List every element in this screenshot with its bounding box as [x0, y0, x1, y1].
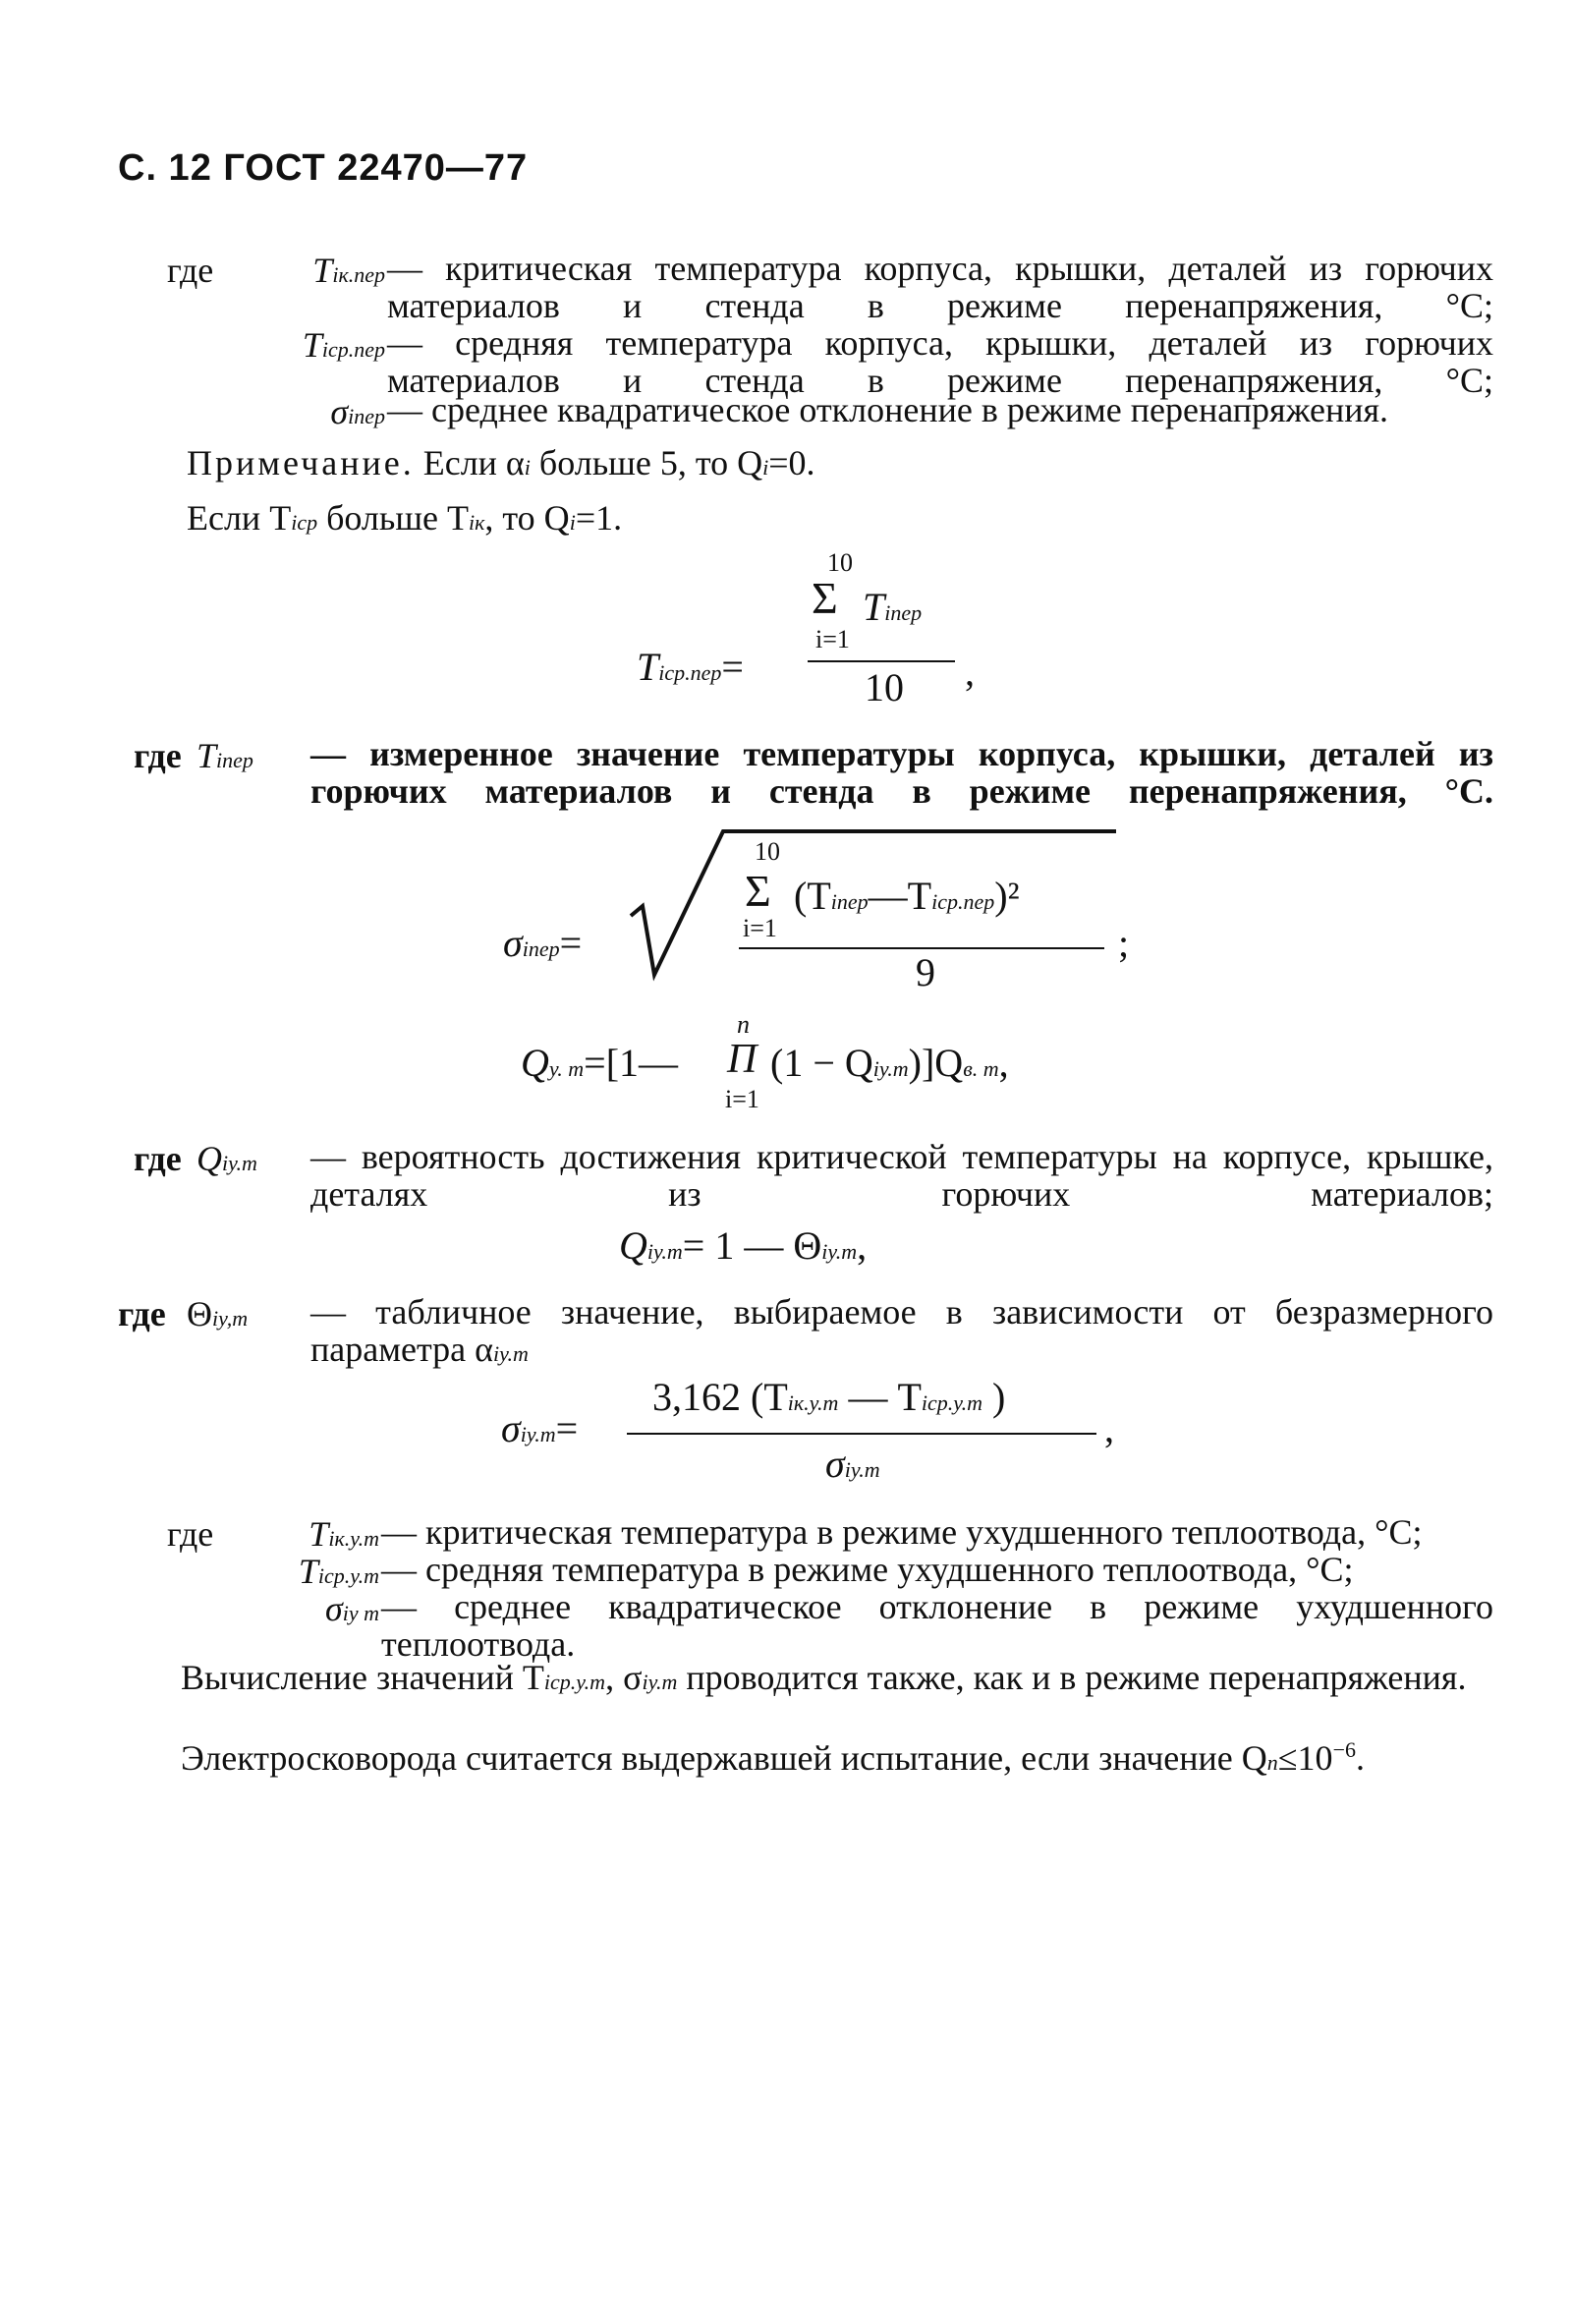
where-label-2: где [134, 736, 182, 775]
term-t-iper: Tiпер [196, 736, 253, 775]
desc-t-icp-per: — средняя температура корпуса, крышки, деталей из горючих материалов и стенда в режиме перенапряжения, °С; [387, 323, 1493, 400]
denominator: 10 [865, 665, 904, 709]
sum-lower-limit: i=1 [815, 625, 850, 653]
term-t-ik-per: Tiк.пер [312, 251, 385, 290]
document-page: С. 12 ГОСТ 22470—77 где Tiк.пер — критическая температура корпуса, крышки, деталей из горючих материалов и стенда в режиме перенапряжения, °С; Tiср.пер — средняя температура корпуса, крышки, деталей из горючих материалов и стенда в режиме перенапряжения, °С; σiпер — среднее квадратическое отклонение в режиме перенапряжения. Примечание. Если αi больше 5, то Qi=0. Если Tiср больше Tiк, то Qi=1. Tiср.пер= 10 Σ Tiпер i=1 10 , где Tiпер — измеренное значение температуры корпуса, крышки, деталей из горючих материалов и стенда в режиме перенапряжения, °С. σiпер= 10 Σ (Tiпер—Tiср.пер)² i=1 9 ; Qу. т=[1— n Π i=1 (1 − Qiу.т)]Qв. т, где Qiу.т — вероятность достижения критической температуры на корпусе, крышке, деталях из горючих материалов; Qiу.т= 1 — Θiу.т, где Θiу,т — табличное значение, выбираемое в зависимости от безразмерного параметра αiу.т σiу.т= 3,162 (Tiк.у.т — Tiср.у.т ) σiу.т , где Tiк.у.т — критическая температура в режиме ухудшенного теплоотвода, °С; Tiср.у.т — средняя температура в режиме ухудшенного теплоотвода, °С; σiу т — среднее квадратическое отклонение в режиме ухудшенного теплоотвода. Вычисление значений Tiср.у.т, σiу.т проводится также, как и в режиме перенапряжения. Электросковорода считается выдержавшей испытание, если значение $Qп\le 10^{-6}$. [0, 0, 1571, 2324]
formula-q-iyt: Qiу.т= 1 — Θiу.т, [619, 1223, 868, 1268]
note-line-2: Если Tiср больше Tiк, то Qi=1. [187, 498, 623, 538]
paragraph-conclusion: Электросковорода считается выдержавшей испытание, если значение $Qп\le 10^{-6}$. [181, 1737, 1365, 1778]
desc-t-ik-per: — критическая температура корпуса, крышки, деталей из горючих материалов и стенда в режиме перенапряжения, °С; [387, 249, 1493, 325]
term-sigma-iper: σiпер [330, 392, 385, 431]
desc-sigma-iper: — среднее квадратическое отклонение в режиме перенапряжения. [387, 390, 1389, 429]
desc-q-iyt: — вероятность достижения критической температуры на корпусе, крышке, деталях из горючих материалов; [310, 1137, 1493, 1214]
term-t-icp-per: Tiср.пер [302, 325, 385, 365]
sum-symbol: Σ [812, 573, 838, 623]
desc-t-iper: — измеренное значение температуры корпуса, крышки, деталей из горючих материалов и стенда в режиме перенапряжения, °С. [310, 734, 1493, 811]
paragraph-calculation: Вычисление значений Tiср.у.т, σiу.т проводится также, как и в режиме перенапряжения. [181, 1658, 1467, 1697]
where-label: где [167, 251, 214, 290]
page-header: С. 12 ГОСТ 22470—77 [118, 147, 529, 189]
fraction-line [808, 660, 955, 662]
sum-upper-limit: 10 [827, 548, 853, 577]
fraction-line-5 [627, 1433, 1096, 1435]
note-line-1: Примечание. Если αi больше 5, то Qi=0. [187, 443, 815, 482]
desc-theta: — табличное значение, выбираемое в зависимости от безразмерного параметра αiу.т [310, 1292, 1493, 1369]
